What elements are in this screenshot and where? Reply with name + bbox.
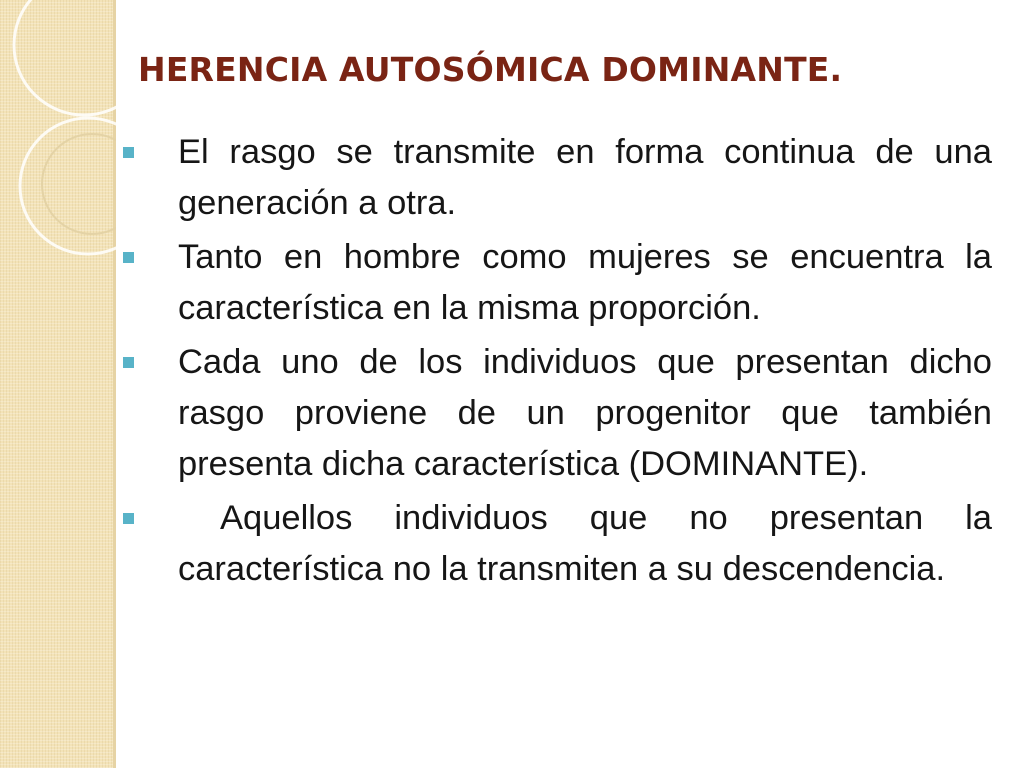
bullet-item xyxy=(120,127,1002,229)
bullet-text: Cada uno de los individuos que presentan dicho rasgo proviene de un progenitor que también presenta dicha característica (DOMINANTE). xyxy=(178,343,1002,483)
square-bullet-icon xyxy=(123,147,134,158)
bullet-item xyxy=(120,493,1002,595)
square-bullet-icon xyxy=(123,513,134,524)
bullet-text: El rasgo se transmite en forma continua de una generación a otra. xyxy=(178,133,1002,222)
decorative-circles xyxy=(0,0,116,300)
bullet-item xyxy=(120,232,1002,334)
square-bullet-icon xyxy=(123,252,134,263)
bullet-text: Tanto en hombre como mujeres se encuentra la característica en la misma proporción. xyxy=(178,238,1002,327)
decorative-circle-inner xyxy=(42,134,116,234)
slide-title: HERENCIA AUTOSÓMICA DOMINANTE. xyxy=(138,50,843,89)
square-bullet-icon xyxy=(123,357,134,368)
bullet-item xyxy=(120,337,1002,490)
bullet-text: Aquellos individuos que no presentan la característica no la transmiten a su descendencia. xyxy=(178,499,1002,588)
bullet-list xyxy=(120,127,1002,598)
decorative-circle-large xyxy=(14,0,116,115)
